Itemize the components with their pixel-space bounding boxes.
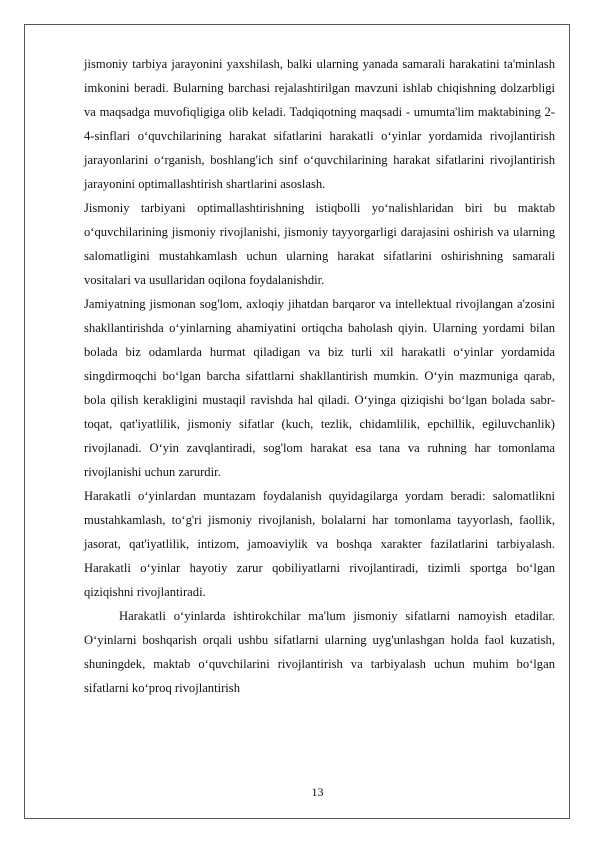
paragraph-2: Jismoniy tarbiyani optimallashtirishning istiqbolli yo‘nalishlaridan biri bu maktab o‘quvchilarining jismoniy rivojlanishi, jismoniy tayyorgarligi darajasini oshirish va ularning salomatligini mustahkamlash uchun ularning harakat sifatlarini oshirishning samarali vositalari va usullaridan oqilona foydalanishdir.: [84, 201, 555, 287]
document-body: [84, 52, 555, 700]
page-number: 13: [311, 785, 324, 799]
paragraph-1: jismoniy tarbiya jarayonini yaxshilash, balki ularning yanada samarali harakatini ta'minlash imkonini beradi. Bularning barchasi rejalashtirilgan mavzuni ishlab chiqishning dolzarbligi va maqsadga muvofiqligiga olib keladi. Tadqiqotning maqsadi - umumta'lim maktabining 2-4-sinflari o‘quvchilarining harakat sifatlarini harakatli o‘yinlar yordamida rivojlantirish jarayonlarini o‘rganish, boshlang'ich sinf o‘quvchilarining harakat sifatlarini rivojlantirish jarayonini optimallashtirish shartlarini asoslash.: [84, 57, 555, 191]
paragraph-4: Harakatli o‘yinlardan muntazam foydalanish quyidagilarga yordam beradi: salomatlikni mustahkamlash, to‘g'ri jismoniy rivojlanish, bolalarni har tomonlama tayyorlash, faollik, jasorat, qat'iyatlilik, intizom, jamoaviylik va boshqa xarakter fazilatlarini tarbiyalash. Harakatli o‘yinlar hayotiy zarur qobiliyatlarni rivojlantiradi, tizimli sportga bo‘lgan qiziqishni rivojlantiradi.: [84, 489, 555, 599]
paragraph-5: Harakatli o‘yinlarda ishtirokchilar ma'lum jismoniy sifatlarni namoyish etadilar. O‘yinlarni boshqarish orqali ushbu sifatlarni ularning uyg'unlashgan holda faol kuzatish, shuningdek, maktab o‘quvchilarini rivojlantirish va tarbiyalash uchun muhim bo‘lgan sifatlarni ko‘proq rivojlantirish: [84, 609, 555, 695]
paragraph-3: Jamiyatning jismonan sog'lom, axloqiy jihatdan barqaror va intellektual rivojlangan a'zosini shakllantirishda o‘yinlarning ahamiyatini ortiqcha baholash qiyin. Ularning yordami bilan bolada biz odamlarda hurmat qiladigan va biz turli xil harakatli o‘yinlar yordamida singdirmoqchi bo‘lgan barcha sifattlarni shakllantirish mumkin. O‘yin mazmuniga qarab, bola qilish kerakligini mustaqil ravishda hal qiladi. O‘yinga qiziqishi bo‘lgan bolada sabr- toqat, qat'iyatlilik, jismoniy sifatlar (kuch, tezlik, chidamlilik, epchillik, egiluvchanlik) rivojlanadi. O‘yin zavqlantiradi, sog'lom harakat esa tana va ruhning har tomonlama rivojlanishi uchun zarurdir.: [84, 297, 555, 479]
